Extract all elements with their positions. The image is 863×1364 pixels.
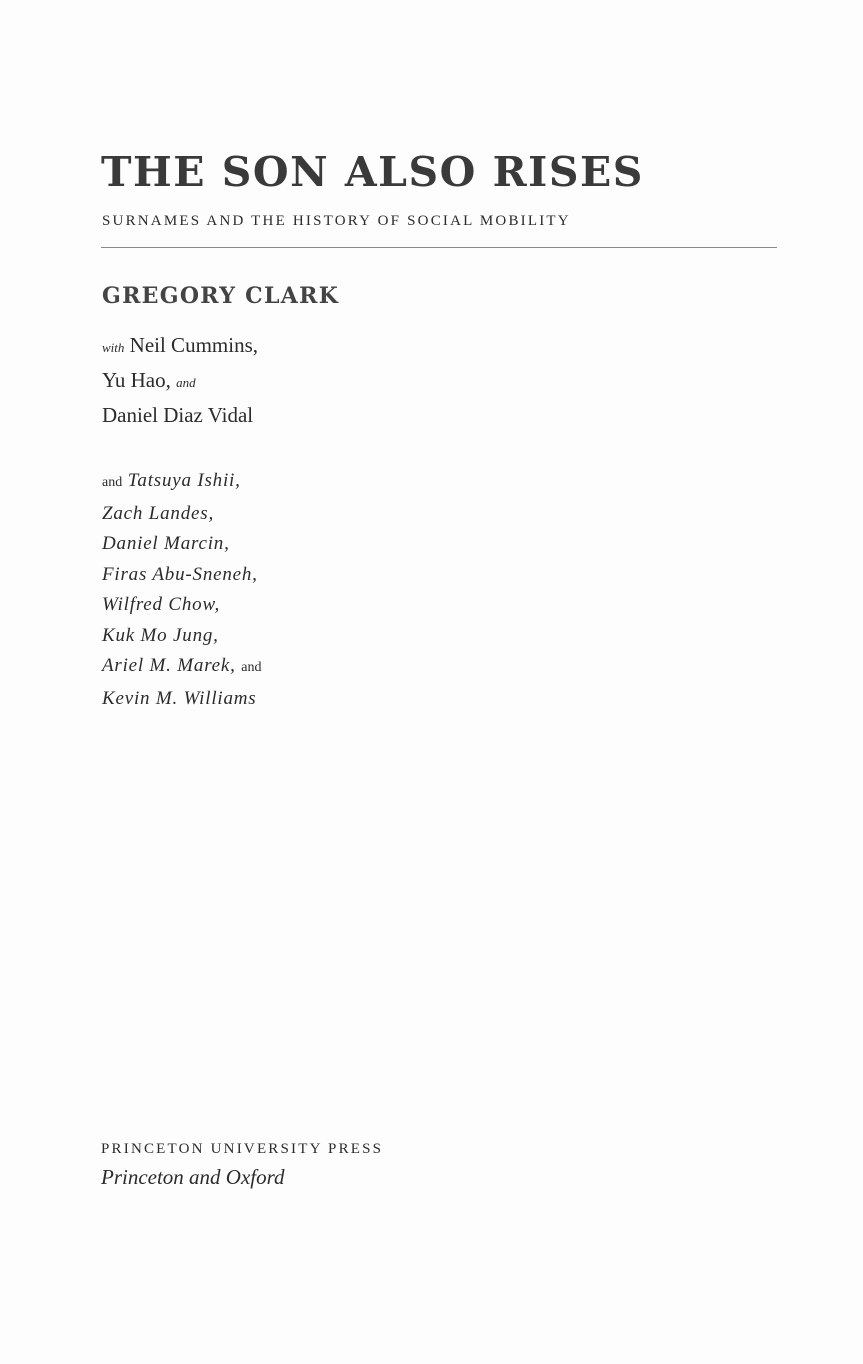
assistant-list <box>102 466 261 714</box>
coauthor-list <box>102 329 258 432</box>
coauthor-name: Daniel Diaz Vidal <box>102 403 254 427</box>
author-name: GREGORY CLARK <box>102 283 340 309</box>
assistant-name: Zach Landes, <box>102 502 214 524</box>
book-subtitle: SURNAMES AND THE HISTORY OF SOCIAL MOBILITY <box>102 213 571 229</box>
assistant-name: Tatsuya Ishii, <box>127 470 241 491</box>
assistant-line <box>102 499 261 530</box>
assistant-name: Ariel M. Marek, <box>102 655 236 676</box>
coauthor-line <box>102 399 258 432</box>
assistant-name: Wilfred Chow, <box>102 594 221 615</box>
coauthor-line <box>102 364 258 399</box>
assistant-name: Daniel Marcin, <box>102 533 230 554</box>
assistant-line <box>102 529 261 560</box>
and-word: and <box>241 660 262 675</box>
title-divider <box>101 247 777 248</box>
assistant-line <box>102 684 261 715</box>
with-word: with <box>102 340 125 355</box>
book-title: THE SON ALSO RISES <box>101 148 644 196</box>
assistant-line <box>102 590 261 621</box>
coauthor-name: Neil Cummins, <box>129 333 258 357</box>
assistant-line <box>102 621 261 652</box>
coauthor-line <box>102 329 258 364</box>
publisher-name: PRINCETON UNIVERSITY PRESS <box>101 1141 384 1157</box>
assistant-line <box>102 466 261 499</box>
coauthor-name: Yu Hao, <box>102 368 171 392</box>
assistant-line <box>102 651 261 684</box>
assistant-line <box>102 560 261 591</box>
publisher-place: Princeton and Oxford <box>101 1165 285 1189</box>
assistant-name: Kevin M. Williams <box>102 687 257 709</box>
assistant-name: Kuk Mo Jung, <box>102 624 219 646</box>
and-word: and <box>102 475 123 490</box>
and-word: and <box>176 375 196 390</box>
assistant-name: Firas Abu-Sneneh, <box>102 563 258 585</box>
